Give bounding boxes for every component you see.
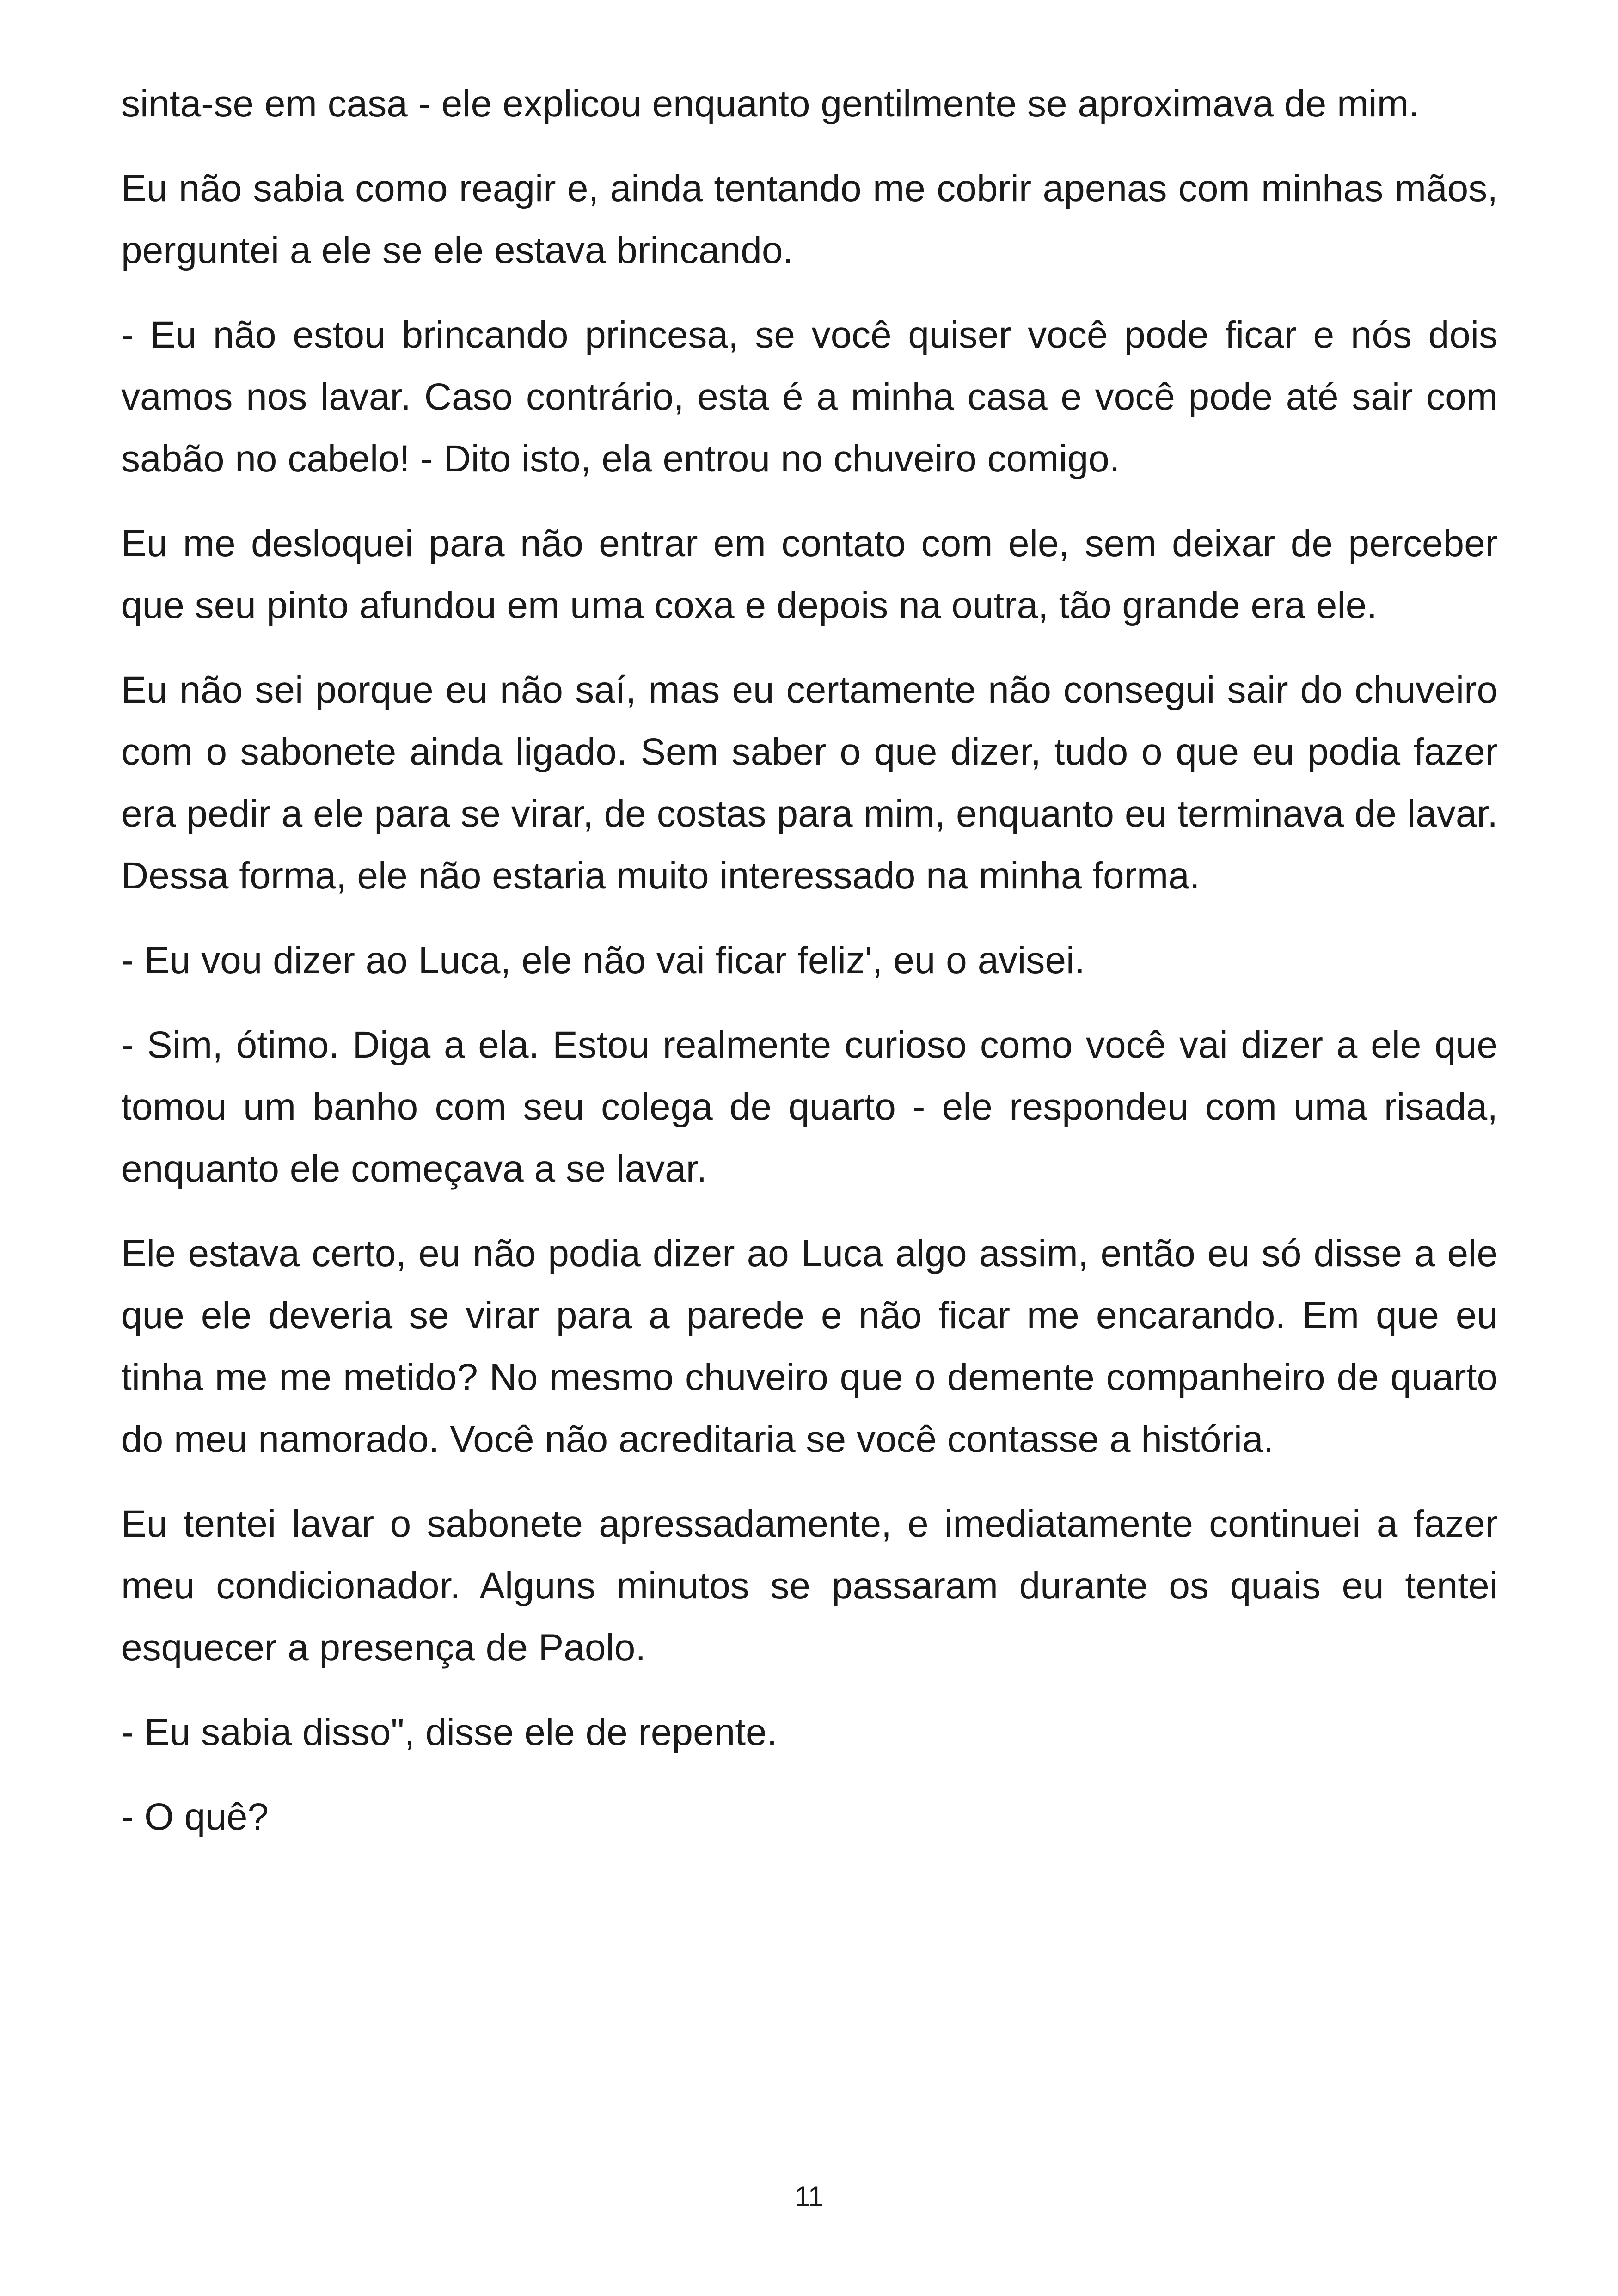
page-number: 11 — [794, 2181, 824, 2212]
paragraph: Eu não sabia como reagir e, ainda tentando me cobrir apenas com minhas mãos, perguntei a ele se ele estava brincando. — [121, 167, 1498, 271]
paragraph: Ele estava certo, eu não podia dizer ao Luca algo assim, então eu só disse a ele que ele deveria se virar para a parede e não ficar me encarando. Em que eu tinha me me metido? No mesmo chuveiro que o demente companheiro de quarto do meu namorado. Você não acreditaria se você contasse a história. — [121, 1232, 1498, 1460]
paragraph: Eu não sei porque eu não saí, mas eu certamente não consegui sair do chuveiro com o sabonete ainda ligado. Sem saber o que dizer, tudo o que eu podia fazer era pedir a ele para se virar, de costas para mim, enquanto eu terminava de lavar. Dessa forma, ele não estaria muito interessado na minha forma. — [121, 669, 1498, 897]
paragraph: - Eu não estou brincando princesa, se você quiser você pode ficar e nós dois vamos nos lavar. Caso contrário, esta é a minha casa e você pode até sair com sabão no cabelo! - Dito isto, ela entrou no chuveiro comigo. — [121, 314, 1498, 480]
paragraph: Eu me desloquei para não entrar em contato com ele, sem deixar de perceber que seu pinto afundou em uma coxa e depois na outra, tão grande era ele. — [121, 522, 1498, 626]
body-text — [121, 73, 1498, 1848]
paragraph: sinta-se em casa - ele explicou enquanto gentilmente se aproximava de mim. — [121, 83, 1419, 125]
paragraph: - Eu vou dizer ao Luca, ele não vai ficar feliz', eu o avisei. — [121, 939, 1085, 981]
paragraph: - Eu sabia disso", disse ele de repente. — [121, 1711, 778, 1753]
paragraph: - O quê? — [121, 1796, 269, 1838]
paragraph: Eu tentei lavar o sabonete apressadamente, e imediatamente continuei a fazer meu condicionador. Alguns minutos se passaram durante os quais eu tentei esquecer a presença de Paolo. — [121, 1503, 1498, 1669]
paragraph: - Sim, ótimo. Diga a ela. Estou realmente curioso como você vai dizer a ele que tomou um banho com seu colega de quarto - ele respondeu com uma risada, enquanto ele começava a se lavar. — [121, 1024, 1498, 1190]
